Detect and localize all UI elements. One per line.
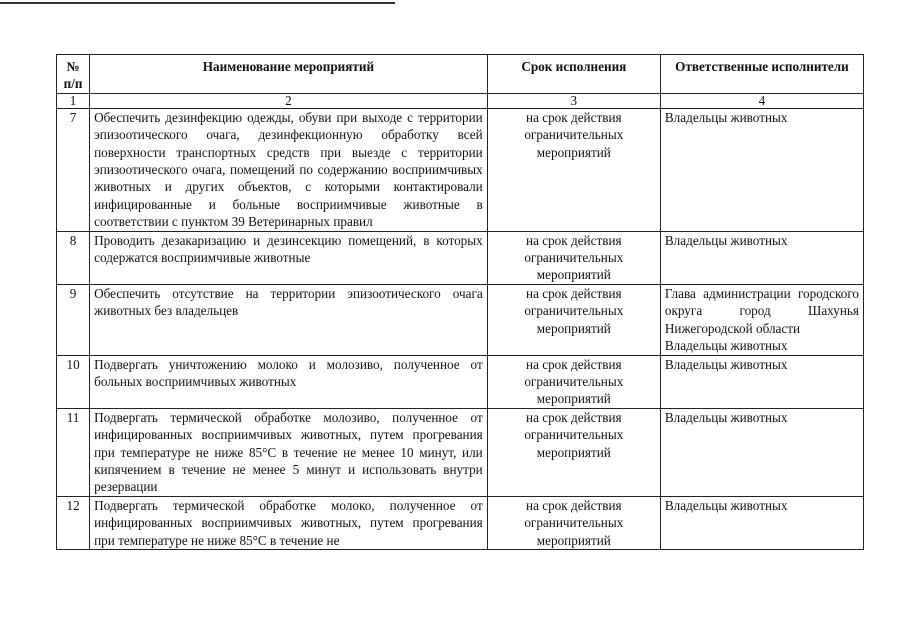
table-row [57,496,864,549]
row-resp: Владельцы животных [660,231,863,284]
measures-table [56,54,864,550]
row-num: 10 [57,355,90,408]
row-name: Подвергать термической обработке молозиво, полученное от инфицированных восприимчивых животных, путем прогревания при температуре не ниже 85°С в течение не менее 10 минут, или кипячением в течение не менее 5 минут и использовать внутри резервации [90,408,488,496]
index-cell: 4 [660,93,863,108]
row-name: Проводить дезакаризацию и дезинсекцию помещений, в которых содержатся восприимчивые животные [90,231,488,284]
table-row [57,284,864,355]
row-num: 9 [57,284,90,355]
row-resp: Владельцы животных [660,108,863,231]
row-resp: Владельцы животных [660,408,863,496]
row-name: Подвергать уничтожению молоко и молозиво, полученное от больных восприимчивых животных [90,355,488,408]
header-term: Срок исполнения [487,55,660,94]
row-num: 12 [57,496,90,549]
table-row [57,355,864,408]
row-num: 7 [57,108,90,231]
row-num: 11 [57,408,90,496]
row-num: 8 [57,231,90,284]
row-name: Обеспечить отсутствие на территории эпизоотического очага животных без владельцев [90,284,488,355]
row-term: на срок действия ограничительных мероприятий [487,355,660,408]
row-term: на срок действия ограничительных мероприятий [487,108,660,231]
table-row [57,408,864,496]
index-cell: 3 [487,93,660,108]
column-index-row [57,93,864,108]
table-header-row [57,55,864,94]
row-resp: Владельцы животных [660,355,863,408]
index-cell: 1 [57,93,90,108]
header-resp: Ответственные исполнители [660,55,863,94]
row-name: Подвергать термической обработке молоко, полученное от инфицированных восприимчивых животных, путем прогревания при температуре не ниже 85°С в течение не [90,496,488,549]
row-term: на срок действия ограничительных мероприятий [487,284,660,355]
table-row [57,108,864,231]
row-term: на срок действия ограничительных мероприятий [487,408,660,496]
top-rule [0,2,395,4]
row-name: Обеспечить дезинфекцию одежды, обуви при выходе с территории эпизоотического очага, дезинфекционную обработку всей поверхности транспортных средств при выезде с территории эпизоотического очага, помещений по содержанию восприимчивых животных и других объектов, с которыми контактировали инфицированные и больные восприимчивые животные в соответствии с пунктом 39 Ветеринарных правил [90,108,488,231]
header-num: № п/п [57,55,90,94]
row-resp: Владельцы животных [660,496,863,549]
row-term: на срок действия ограничительных мероприятий [487,496,660,549]
table-row [57,231,864,284]
row-resp-secondary: Владельцы животных [664,338,788,354]
row-resp: Глава администрации городского округа город Шахунья Нижегородской области [664,285,859,336]
header-name: Наименование мероприятий [90,55,488,94]
index-cell: 2 [90,93,488,108]
row-resp-cell [660,284,863,355]
row-term: на срок действия ограничительных мероприятий [487,231,660,284]
